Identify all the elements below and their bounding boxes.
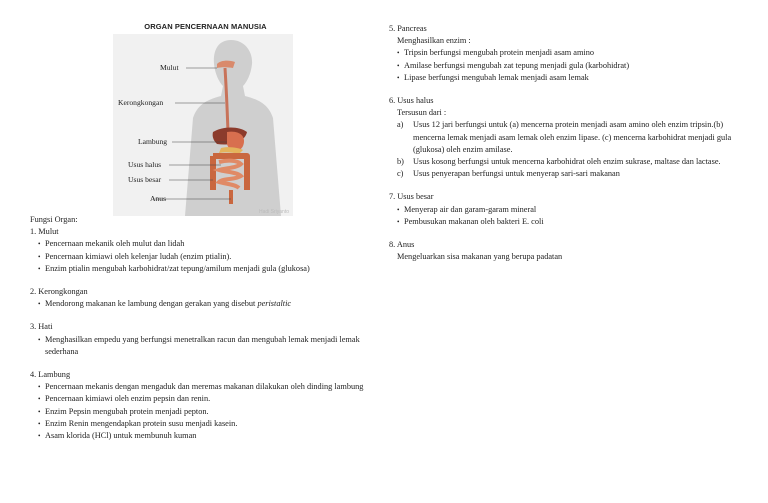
- usus-halus-heading: 6. Usus halus: [389, 96, 434, 106]
- label-kerongkongan: Kerongkongan: [118, 98, 164, 107]
- list-marker: b): [397, 157, 404, 167]
- lambung-heading: 4. Lambung: [30, 370, 71, 380]
- pancreas-subheading: Menghasilkan enzim :: [397, 36, 471, 46]
- list-item: [397, 168, 739, 180]
- list-item-text: Mendorong makanan ke lambung dengan gerakan yang disebut: [45, 299, 256, 309]
- label-usus-halus: Usus halus: [128, 160, 162, 169]
- body-illustration: [113, 34, 293, 216]
- list-item: • Pencernaan kimiawi oleh enzim pepsin dan renin.: [38, 393, 370, 405]
- usus-besar-list: [389, 204, 739, 228]
- list-item: • Pembusukan makanan oleh bakteri E. coli: [397, 216, 739, 228]
- kerongkongan-heading: 2. Kerongkongan: [30, 287, 88, 297]
- mulut-list: [30, 238, 370, 275]
- list-item-text: Usus penyerapan berfungsi untuk menyerap sari-sari makanan: [413, 169, 620, 179]
- list-item: • Enzim ptialin mengubah karbohidrat/zat tepung/amilum menjadi gula (glukosa): [38, 263, 370, 275]
- label-lambung: Lambung: [138, 137, 168, 146]
- watermark: Hadi Sriyanto: [258, 209, 289, 215]
- fungsi-organ-heading: Fungsi Organ:: [30, 215, 78, 224]
- list-item: • Tripsin berfungsi mengubah protein menjadi asam amino: [397, 47, 739, 59]
- list-item: • Pencernaan mekanik oleh mulut dan lidah: [38, 238, 370, 250]
- digestive-system-figure: [113, 34, 293, 216]
- list-item: • Lipase berfungsi mengubah lemak menjadi asam lemak: [397, 72, 739, 84]
- list-item: [397, 156, 739, 168]
- list-item: [397, 119, 739, 156]
- left-column: [30, 214, 370, 442]
- list-item: • Enzim Renin mengendapkan protein susu menjadi kasein.: [38, 418, 370, 430]
- list-item: • Amilase berfungsi mengubah zat tepung menjadi gula (karbohidrat): [397, 60, 739, 72]
- label-anus: Anus: [150, 194, 167, 203]
- lambung-list: [30, 381, 370, 442]
- list-item: • Enzim Pepsin mengubah protein menjadi pepton.: [38, 406, 370, 418]
- mulut-heading: 1. Mulut: [30, 227, 59, 237]
- list-item: • Pencernaan kimiawi oleh kelenjar ludah (enzim ptialin).: [38, 251, 370, 263]
- anus-description: Mengeluarkan sisa makanan yang berupa padatan: [397, 252, 563, 262]
- hati-list: [30, 334, 370, 358]
- anus-heading: 8. Anus: [389, 240, 415, 250]
- label-usus-besar: Usus besar: [128, 175, 162, 184]
- label-mulut: Mulut: [160, 63, 179, 72]
- peristaltic-term: peristaltic: [257, 299, 292, 309]
- list-item: • Menghasilkan empedu yang berfungsi menetralkan racun dan mengubah lemak menjadi lemak sederhana: [38, 334, 370, 358]
- usus-halus-subheading: Tersusun dari :: [397, 108, 447, 118]
- usus-besar-heading: 7. Usus besar: [389, 192, 434, 202]
- list-item-text: Usus 12 jari berfungsi untuk (a) mencerna protein menjadi asam amino oleh enzim tripsin.(b) mencerna lemak menjadi asam lemak oleh enzim lipase. (c) mencerna karbohidrat menjadi gula (glukosa) oleh enzim amilase.: [413, 120, 732, 154]
- kerongkongan-list: [30, 298, 370, 310]
- list-item: [38, 298, 370, 310]
- list-item: • Asam klorida (HCl) untuk membunuh kuman: [38, 430, 370, 442]
- list-marker: a): [397, 120, 404, 130]
- page-title: ORGAN PENCERNAAN MANUSIA: [144, 22, 267, 31]
- list-item: • Menyerap air dan garam-garam mineral: [397, 204, 739, 216]
- right-column: [389, 23, 739, 263]
- list-item: • Pencernaan mekanis dengan mengaduk dan meremas makanan dilakukan oleh dinding lambung: [38, 381, 370, 393]
- list-item-text: Usus kosong berfungsi untuk mencerna karbohidrat oleh enzim sukrase, maltase dan lactase.: [413, 157, 721, 167]
- pancreas-list: [389, 47, 739, 84]
- usus-halus-list: [389, 119, 739, 180]
- list-marker: c): [397, 169, 404, 179]
- hati-heading: 3. Hati: [30, 322, 53, 332]
- pancreas-heading: 5. Pancreas: [389, 24, 427, 33]
